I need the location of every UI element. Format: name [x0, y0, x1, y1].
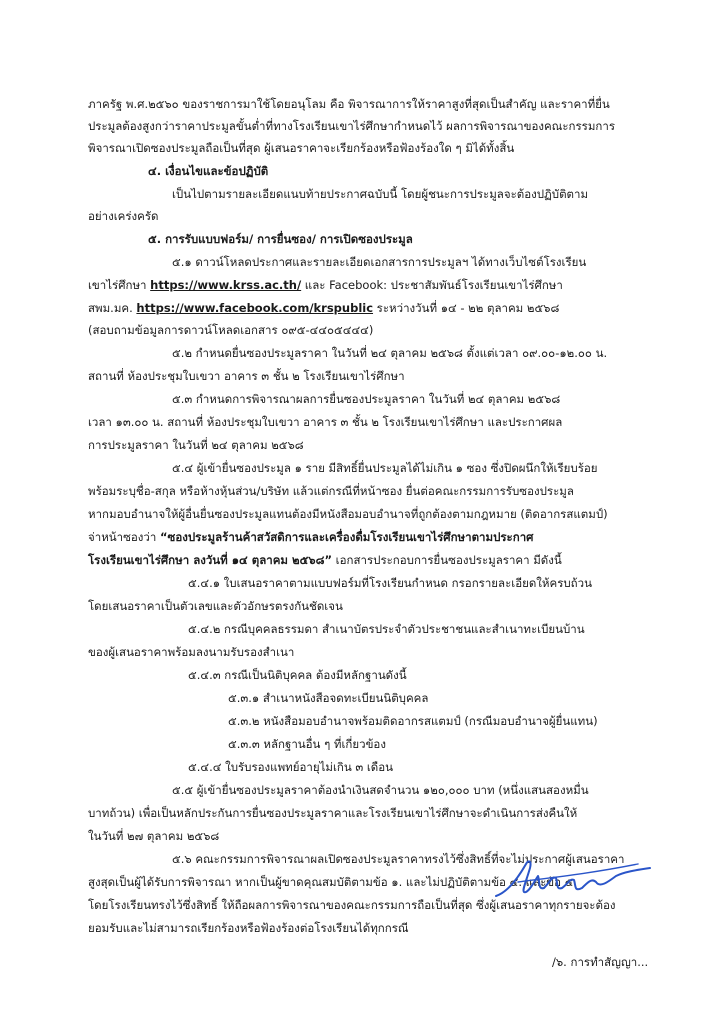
- envelope-label-quote: “ซองประมูลร้านค้าสวัสดิการและเครื่องดื่มโรงเรียนเขาไร่ศึกษาตามประกาศ: [160, 530, 534, 544]
- list-item: ๕.๓.๒ หนังสือมอบอำนาจพร้อมติดอากรสแตมป์ (กรณีมอบอำนาจผู้ยื่นแทน): [228, 714, 598, 728]
- para-5-1-line-2: [88, 277, 563, 293]
- para-5-4-3-line-1: ๕.๔.๓ กรณีเป็นนิติบุคคล ต้องมีหลักฐานดังนี้: [188, 668, 407, 682]
- para-5-4-line-4: [88, 529, 533, 545]
- para-5-1-line-3: [88, 300, 559, 316]
- para-5-4-line-2: พร้อมระบุชื่อ-สกุล หรือห้างหุ้นส่วน/บริษัท แล้วแต่กรณีที่หน้าซอง ยื่นต่อคณะกรรมการรับซองประมูล: [88, 484, 574, 498]
- para-5-4-1-line-2: โดยเสนอราคาเป็นตัวเลขและตัวอักษรตรงกันชัดเจน: [88, 599, 343, 613]
- para-5-1-line-4: (สอบถามข้อมูลการดาวน์โหลดเอกสาร ๐๙๕-๔๔๐๕๔๔๔): [88, 323, 374, 337]
- list-item: ๕.๓.๑ สำเนาหนังสือจดทะเบียนนิติบุคคล: [228, 691, 429, 705]
- para-5-6-line-2: สูงสุดเป็นผู้ได้รับการพิจารณา หากเป็นผู้ขาดคุณสมบัติตามข้อ ๑. และไม่ปฏิบัติตามข้อ ๔. และข้อ ๕.: [88, 875, 578, 889]
- para-5-4-2-line-1: ๕.๔.๒ กรณีบุคคลธรรมดา สำเนาบัตรประจำตัวประชาชนและสำเนาทะเบียนบ้าน: [188, 622, 585, 636]
- section-4-line-1: เป็นไปตามรายละเอียดแนบท้ายประกาศฉบับนี้ โดยผู้ชนะการประมูลจะต้องปฏิบัติตาม: [172, 187, 589, 201]
- para-5-6-line-1: ๕.๖ คณะกรรมการพิจารณาผลเปิดซองประมูลราคาทรงไว้ซึ่งสิทธิ์ที่จะไม่ประกาศผู้เสนอราคา: [172, 852, 625, 866]
- para-5-3-line-1: ๕.๓ กำหนดการพิจารณาผลการยื่นซองประมูลราคา ในวันที่ ๒๔ ตุลาคม ๒๕๖๘: [172, 392, 561, 406]
- para-5-2-line-2: สถานที่ ห้องประชุมใบเขวา อาคาร ๓ ชั้น ๒ โรงเรียนเขาไร่ศึกษา: [88, 369, 405, 383]
- para-5-6-line-4: ยอมรับและไม่สามารถเรียกร้องหรือฟ้องร้องต่อโรงเรียนได้ทุกกรณี: [88, 921, 409, 935]
- signature-icon: [488, 852, 658, 904]
- para-5-1-text: เขาไร่ศึกษา: [88, 278, 151, 292]
- para-5-3-line-3: การประมูลราคา ในวันที่ ๒๔ ตุลาคม ๒๕๖๘: [88, 438, 304, 452]
- para-5-4-line-1: ๕.๔ ผู้เข้ายื่นซองประมูล ๑ ราย มีสิทธิ์ยื่นประมูลได้ไม่เกิน ๑ ซอง ซึ่งปิดผนึกให้เรียบร้อย: [172, 461, 598, 475]
- para-5-1-text: สพม.มค.: [88, 301, 137, 315]
- para-5-4-1-line-1: ๕.๔.๑ ใบเสนอราคาตามแบบฟอร์มที่โรงเรียนกำหนด กรอกรายละเอียดให้ครบถ้วน: [188, 576, 592, 590]
- para-5-5-line-3: ในวันที่ ๒๗ ตุลาคม ๒๕๖๘: [88, 829, 220, 843]
- para-5-4-text: เอกสารประกอบการยื่นซองประมูลราคา มีดังนี้: [332, 553, 562, 567]
- para-5-4-line-5: [88, 552, 562, 568]
- para-5-2-line-1: ๕.๒ กำหนดยื่นซองประมูลราคา ในวันที่ ๒๔ ตุลาคม ๒๕๖๘ ตั้งแต่เวลา ๐๙.๐๐-๑๒.๐๐ น.: [172, 346, 608, 360]
- intro-line-1: ภาครัฐ พ.ศ.๒๕๖๐ ของราชการมาใช้โดยอนุโลม คือ พิจารณาการให้ราคาสูงที่สุดเป็นสำคัญ และราคาที่ยื่น: [88, 97, 610, 111]
- para-5-1-text: ระหว่างวันที่ ๑๔ - ๒๒ ตุลาคม ๒๕๖๘: [373, 301, 560, 315]
- para-5-4-2-line-2: ของผู้เสนอราคาพร้อมลงนามรับรองสำเนา: [88, 645, 295, 659]
- intro-line-3: พิจารณาเปิดซองประมูลถือเป็นที่สุด ผู้เสนอราคาจะเรียกร้องหรือฟ้องร้องใด ๆ มิได้ทั้งสิ้น: [88, 141, 515, 155]
- para-5-4-line-3: หากมอบอำนาจให้ผู้อื่นยื่นซองประมูลแทนต้องมีหนังสือมอบอำนาจที่ถูกต้องตามกฎหมาย (ติดอากรสแตมป์): [88, 507, 608, 521]
- para-5-5-line-1: ๕.๕ ผู้เข้ายื่นซองประมูลราคาต้องนำเงินสดจำนวน ๑๒๐,๐๐๐ บาท (หนึ่งแสนสองหมื่น: [172, 783, 589, 797]
- para-5-1-text: และ Facebook: ประชาสัมพันธ์โรงเรียนเขาไร่ศึกษา: [301, 278, 563, 292]
- para-5-4-4: ๕.๔.๔ ใบรับรองแพทย์อายุไม่เกิน ๓ เดือน: [188, 760, 394, 774]
- para-5-1-line-1: ๕.๑ ดาวน์โหลดประกาศและรายละเอียดเอกสารการประมูลฯ ได้ทางเว็บไซต์โรงเรียน: [172, 255, 587, 269]
- facebook-page-link[interactable]: https://www.facebook.com/krspublic: [136, 301, 374, 315]
- school-website-link[interactable]: https://www.krss.ac.th/: [150, 278, 302, 292]
- para-5-5-line-2: บาทถ้วน) เพื่อเป็นหลักประกันการยื่นซองประมูลราคาและโรงเรียนเขาไร่ศึกษาจะดำเนินการส่งคืนให้: [88, 806, 578, 820]
- para-5-3-line-2: เวลา ๑๓.๐๐ น. สถานที่ ห้องประชุมใบเขวา อาคาร ๓ ชั้น ๒ โรงเรียนเขาไร่ศึกษา และประกาศผล: [88, 415, 563, 429]
- intro-line-2: ประมูลต้องสูงกว่าราคาประมูลขั้นต่ำที่ทางโรงเรียนเขาไร่ศึกษากำหนดไว้ ผลการพิจารณาของคณะกรรมการ: [88, 119, 616, 133]
- next-page-continuation: /๖. การทำสัญญา...: [552, 955, 649, 969]
- para-5-4-text: จ่าหน้าซองว่า: [88, 530, 160, 544]
- section-4-line-2: อย่างเคร่งครัด: [88, 209, 159, 223]
- list-item: ๕.๓.๓ หลักฐานอื่น ๆ ที่เกี่ยวข้อง: [228, 737, 386, 751]
- envelope-label-quote: โรงเรียนเขาไร่ศึกษา ลงวันที่ ๑๔ ตุลาคม ๒๕๖๘”: [88, 553, 333, 567]
- para-5-6-line-3: โดยโรงเรียนทรงไว้ซึ่งสิทธิ์ ให้ถือผลการพิจารณาของคณะกรรมการถือเป็นที่สุด ซึ่งผู้เสนอราคาทุกรายจะต้อง: [88, 898, 616, 912]
- section-5-heading: ๕. การรับแบบฟอร์ม/ การยื่นซอง/ การเปิดซองประมูล: [148, 232, 413, 246]
- section-4-heading: ๔. เงื่อนไขและข้อปฏิบัติ: [148, 164, 269, 178]
